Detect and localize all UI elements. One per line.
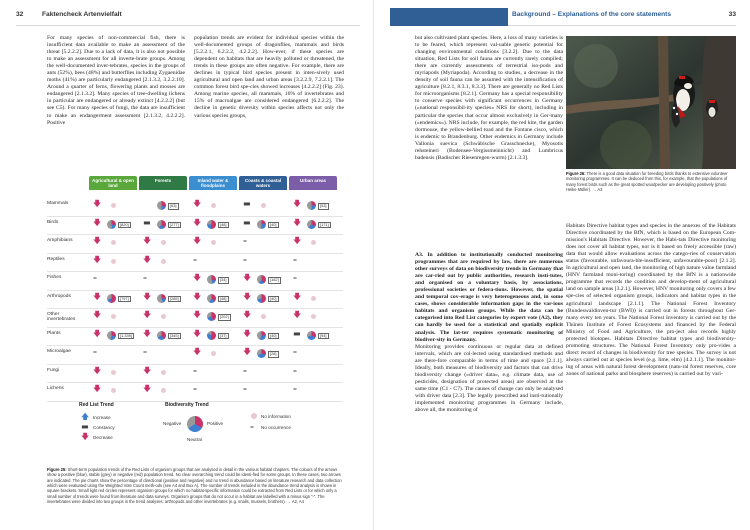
trend-count-label: [40] <box>270 332 277 338</box>
trend-count-label: [202] <box>220 314 229 319</box>
no-information-dot-icon <box>211 240 216 245</box>
left-col2-text: population trends are evident for individual species within the well-documented groups of dragonflies, mammals and birds [5.2.2.1, 6.2.2.2, 4.2.2.2]. How-ever, if these species are dependent on habitats that are heavily polluted or threatened, the trends in these groups are often negative. For example, there are declines in typical bird species present in inten-sively used agricultural and open land and urban areas [3.2.2.9, 7.2.2.1]. The common forest bird spe-cies showed increases [4.2.2.2] (Fig. 23). Among marine species, all mammals, 16% of invertebrates and 15% of macroalgae are considered endangered [6.2.2.2]. The decline in genetic diversity within species affects not only the various species groups, <box>194 35 344 119</box>
legend-no-information: No information <box>261 414 291 419</box>
trend-count-label: [1.339] <box>120 332 132 338</box>
legend-constancy: Constancy <box>93 425 115 430</box>
trend-count-label: [34] <box>220 277 227 282</box>
trend-pie-icon <box>307 220 316 229</box>
right-text-column-1 <box>415 35 563 249</box>
decrease-arrow-icon: 🡇 <box>193 236 202 245</box>
decrease-arrow-icon: 🡇 <box>93 365 102 375</box>
no-occurrence-dash-icon: – <box>243 254 247 264</box>
trend-count-label: [277] <box>170 221 179 227</box>
legend-positive: Positive <box>207 421 224 426</box>
decrease-arrow-icon: 🡇 <box>193 328 202 338</box>
right-running-title: Background – Explanations of the core statements <box>512 11 672 18</box>
no-information-dot-icon <box>161 240 166 245</box>
no-occurrence-dash-icon: – <box>93 273 97 282</box>
no-information-dot-icon <box>311 314 316 319</box>
no-information-dot-icon <box>111 259 116 264</box>
right-text-column-2 <box>566 223 736 523</box>
left-page <box>0 0 374 530</box>
no-occurrence-dash-icon: – <box>193 365 197 375</box>
decrease-arrow-icon: 🡇 <box>243 273 252 282</box>
chart-row-label: Mammals <box>47 201 69 206</box>
chart-row-label: Amphibians <box>47 238 73 243</box>
row-divider <box>47 290 343 291</box>
decrease-arrow-icon: 🡇 <box>293 199 302 208</box>
trend-pie-icon <box>257 349 266 358</box>
biodiversity-pie-icon <box>187 416 203 432</box>
decrease-arrow-icon: 🡇 <box>293 217 302 227</box>
figure-25-label: Figure 25: <box>47 467 67 472</box>
column-header: Inland water & floodplains <box>189 176 237 190</box>
chart-row-label: Fishes <box>47 275 62 280</box>
no-occurrence-dash-icon: – <box>293 347 297 356</box>
chart-row-label: Reptiles <box>47 256 65 262</box>
row-divider <box>47 234 343 235</box>
left-col1-text: For many species of non-commercial fish, there is insufficient data available to make an assessment of the threat [5.2.2.2]. Due to a lack of data, it is also not possible to make an assessment for all inverte-brate groups. Among the well-documented inver-tebrates, species in the groups of ants (52%), bees (48%) and butterflies including Zygaenidae moths (41%) are particularly endangered [2.1.3.2, 3.2.2.10]. Around a quarter of ferns, flowering plants and mosses are endangered [2.1.3.2]. Many species of tree-dwelling lichens in particular are endangered or already extinct [4.2.2.2] (but see C5). For many species of fungi, the data are insufficient to make an endangerment assessment [2.1.3.2, 4.2.2.2]. Positive <box>47 35 185 126</box>
no-information-dot-icon <box>161 388 166 393</box>
decrease-arrow-icon: 🡇 <box>193 347 202 356</box>
decrease-arrow-icon: 🡇 <box>243 310 252 319</box>
trend-count-label: [345] <box>170 332 179 338</box>
no-occurrence-dash-icon: – <box>93 347 97 356</box>
chart-row-label: Arthropods <box>47 293 71 299</box>
constancy-dash-icon: ▬ <box>81 422 89 431</box>
no-information-dot-icon <box>161 259 166 264</box>
decrease-arrow-icon: 🡇 <box>93 199 102 208</box>
trend-count-label: [48] <box>220 295 227 301</box>
trend-count-label: [162] <box>270 277 279 282</box>
trend-pie-icon <box>257 220 266 229</box>
no-occurrence-dash-icon: – <box>143 273 147 282</box>
trend-pie-icon <box>257 275 266 284</box>
trend-pie-icon <box>157 220 166 229</box>
decrease-arrow-icon: 🡇 <box>293 291 302 301</box>
no-information-dot-icon <box>111 370 116 375</box>
trend-pie-icon <box>207 294 216 303</box>
decrease-arrow-icon: 🡇 <box>93 254 102 264</box>
decrease-arrow-icon: 🡇 <box>193 217 202 227</box>
legend-no-occurrence: No occurrence <box>261 425 291 430</box>
trend-pie-icon <box>107 220 116 229</box>
decrease-arrow-icon: 🡇 <box>143 328 152 338</box>
chart-row-label: Birds <box>47 219 59 225</box>
legend-decrease: Decrease <box>93 435 113 440</box>
trend-pie-icon <box>257 294 266 303</box>
trend-pie-icon <box>207 331 216 340</box>
chart-legend <box>47 402 343 466</box>
figure-25-text: Short-term population trends of the Red Lists of organism groups that are analysed in detail in the various habitat chapters. The colours of the arrows show a positive (blue), stable (grey) or negative (red) population trend. No clear overarching trend could be identi-fied for some groups. In these cases, two arrows are indicated. The pie charts show the percentage of directional (positive and negative) and no trend in abundance based on literature research and data collection which were evaluated using the Weighted Vote Count meth-ods (see A4 and Box A). The number of trends included in the abundance trend analysis is shown in square brackets. Small light red circles represent organism groups for which no habitat-specific information could be extracted from Red Lists or for which only a small number of trends were found from literature and data surveys. Organism groups that do not occur in a habitat are labelled with a minus sign “-”. The invertebrates were divided into two groups in the trend analyses: arthropods and other invertebrates (e.g. snails, mussels, brothers). → A2, A4 <box>47 467 342 505</box>
trend-count-label: [285] <box>170 295 179 301</box>
figure-26-text: There is a good data situation for breeding birds thanks to extensive volunteer monitoring programmes. It can be deduced from this, for example, that the populations of many forest birds such as the great spotted woodpecker are developing positively (photo Heike Müller). → A3 <box>566 171 728 193</box>
left-running-title: Faktencheck Artenvielfalt <box>42 11 122 18</box>
no-occurrence-dash-icon: – <box>193 254 197 264</box>
no-occurrence-dash-icon: – <box>143 347 147 356</box>
no-occurrence-dash-icon: – <box>243 236 247 245</box>
figure-26-caption <box>566 171 736 192</box>
constancy-dash-icon: ▬ <box>293 328 301 338</box>
trend-count-label: [48] <box>220 221 227 227</box>
figure-26-label: Figure 26: <box>566 171 586 176</box>
row-divider <box>47 216 343 217</box>
no-occurrence-dash-icon: – <box>243 365 247 375</box>
legend-increase: Increase <box>93 415 111 420</box>
woodpecker-photo <box>566 36 736 169</box>
trend-pie-icon <box>107 331 116 340</box>
no-information-dot-icon <box>261 314 266 319</box>
trend-pie-icon <box>157 331 166 340</box>
decrease-arrow-icon: 🡇 <box>243 328 252 338</box>
legend-neutral: Neutral <box>187 437 202 442</box>
decrease-arrow-icon: 🡇 <box>193 273 202 282</box>
column-header: Agricultural & open land <box>89 176 137 190</box>
no-information-dot-icon <box>251 413 257 419</box>
chart-row-label: Plants <box>47 330 61 336</box>
chart-row-label: Lichens <box>47 386 64 391</box>
right-col1-text: but also cultivated plant species. Here, a loss of many varieties is to be feared, which represent val-uable genetic potential for changing environmental conditions [3.2.2]. Due to the data situation, Red Lists for soil fauna are currently rarely compiled; there are currently assessments of terrestrial iso-pods and myriapods (Myriapoda). According to studies, a decrease in the density of soil fauna can be assumed with the intensification of agriculture [8.2.1, 8.3.1, 8.3.3]. There are generally no Red Lists for microorganisms [8.2.1]. Germany has a special responsibility to conserve species with significant occurrences in Germany (»national responsibil-ity species« NRS for short), including in particular the species that occur almost exclusively in Ger-many (»endemics«). NRS include, for example, the red kite, the garden dormouse, the yellow-bellied toad and the Fontane cisco, which is endemic to Brandenburg. Other endemics in Germany include Vallonia suevica (Schwäbische Grasschnecke), Myosotis rehsteineri (Bodensee-Vergissmeinnicht) and Lumbricus badensis (Badischer Riesenregen-wurm) [2.1.3.3]. <box>415 35 563 161</box>
no-occurrence-dash-icon: – <box>293 273 297 282</box>
constancy-dash-icon: ▬ <box>143 217 151 227</box>
trend-pie-icon <box>207 312 216 321</box>
decrease-arrow-icon: 🡇 <box>93 310 102 319</box>
decrease-arrow-icon: 🡇 <box>93 236 102 245</box>
right-page <box>376 0 750 530</box>
header-color-bar <box>390 8 508 26</box>
left-page-header <box>16 8 360 26</box>
no-information-dot-icon <box>111 388 116 393</box>
column-header: Forests <box>139 176 187 190</box>
a3-section <box>415 252 563 530</box>
no-occurrence-dash-icon: – <box>193 384 197 393</box>
decrease-arrow-icon: 🡇 <box>193 291 202 301</box>
constancy-dash-icon: ▬ <box>243 217 251 227</box>
decrease-arrow-icon: 🡇 <box>81 432 90 441</box>
decrease-arrow-icon: 🡇 <box>93 384 102 393</box>
right-col2-text: Habitats Directive habitat types and species in the annexes of the Habitats Directive coordinated by the BfN, which is based on the European Com-mission's Habitats Directive. However, the Habi-tats Directive monitoring does not cover all habitat types, nor is it based on freely accessible (raw) data that would allow evaluations across the catego-ries of conservation status (favourable, unfavoura-ble-insufficient, unfavourable-poor) [2.1.2]. In agricultural and open land, the monitoring of high nature value farmland (HNV farmland moni-toring) coordinated by the BfN is a nationwide programme that records the condition and develop-ment of agricultural land on sample areas [3.2.1]. However, HNV monitoring only covers a few spe-cies of selected organism groups, indicators and habitat types in the agricultural landscape [2.1.1]. The National Forest Inventory (Bundeswaldinven-tur (BWI)) is carried out in forests throughout Ger-many every ten years. The National Forest Inventory is carried out by the Thünen Institute of Forest Ecosystems and financed by the Federal Ministry of Food and Agriculture, the pro-ject also records highly protected biotopes. Habitats Directive habitat types and biodiversity-promoting structures. The National Forest Inventory only pro-vides a direct record of changes in biodiversity for tree species. The survey is not always carried out at species level (e.g. lime, elm) [4.2.1.1]. The monitor-ing of areas with natural forest development (natu-ral forest reserves, core zones of national parks and biosphere reserves) is carried out by vari- <box>566 223 736 377</box>
right-page-header <box>390 8 736 26</box>
trend-count-label: [63] <box>170 203 177 208</box>
trend-count-label: [40] <box>270 295 277 301</box>
right-page-number: 33 <box>728 11 736 18</box>
left-text-column-2 <box>194 35 344 173</box>
trend-pie-icon <box>307 201 316 210</box>
no-information-dot-icon <box>211 351 216 356</box>
decrease-arrow-icon: 🡇 <box>143 365 152 375</box>
decrease-arrow-icon: 🡇 <box>143 236 152 245</box>
no-information-dot-icon <box>261 203 266 208</box>
decrease-arrow-icon: 🡇 <box>143 291 152 301</box>
trend-count-label: [820] <box>120 221 129 227</box>
column-header: Urban areas <box>289 176 337 190</box>
decrease-arrow-icon: 🡇 <box>293 236 302 245</box>
chart-row-label: Fungi <box>47 367 60 373</box>
row-divider <box>47 253 343 254</box>
woodpecker-photo-drawing <box>566 36 736 169</box>
trend-pie-icon <box>207 275 216 284</box>
no-information-dot-icon <box>161 314 166 319</box>
decrease-arrow-icon: 🡇 <box>293 310 302 319</box>
column-header: Coasts & coastal waters <box>239 176 287 190</box>
decrease-arrow-icon: 🡇 <box>93 291 102 301</box>
no-occurrence-dash-icon: – <box>293 384 297 393</box>
decrease-arrow-icon: 🡇 <box>93 328 102 338</box>
row-divider <box>47 308 343 309</box>
decrease-arrow-icon: 🡇 <box>243 291 252 301</box>
trend-pie-icon <box>307 331 316 340</box>
no-information-dot-icon <box>161 370 166 375</box>
decrease-arrow-icon: 🡇 <box>193 199 202 208</box>
row-divider <box>47 271 343 272</box>
no-information-dot-icon <box>311 296 316 301</box>
chart-row-label: Other invertebrates <box>47 312 76 323</box>
row-divider <box>47 382 343 383</box>
decrease-arrow-icon: 🡇 <box>93 217 102 227</box>
decrease-arrow-icon: 🡇 <box>193 310 202 319</box>
no-information-dot-icon <box>111 240 116 245</box>
trend-pie-icon <box>157 201 166 210</box>
decrease-arrow-icon: 🡇 <box>143 384 152 393</box>
left-text-column-1 <box>47 35 185 173</box>
row-divider <box>47 364 343 365</box>
trend-count-label: [40] <box>270 221 277 227</box>
decrease-arrow-icon: 🡇 <box>243 347 252 356</box>
no-occurrence-dash-icon: – <box>293 365 297 375</box>
row-divider <box>47 327 343 328</box>
no-occurrence-dash-icon: – <box>293 254 297 264</box>
trend-pie-icon <box>107 294 116 303</box>
no-information-dot-icon <box>211 203 216 208</box>
figure-25-caption <box>47 467 343 504</box>
legend-biodiversity-title: Biodiversity Trend <box>165 402 209 408</box>
increase-arrow-icon: 🡅 <box>81 412 90 421</box>
legend-red-list-title: Red List Trend <box>79 402 114 408</box>
no-information-dot-icon <box>111 314 116 319</box>
a3-heading: A3. In addition to institutionally conducted monitoring programmes that are required by law, there are numerous other surveys of data on biodiversity trends in Germany that are car-ried out by public authorities, research insti-tutes, and organised on a voluntary basis, by associations, professional societies or federa-tions. However, the spatial and temporal cov-erage is very heterogeneous and, in some cases, shows considerable information gaps in the var-ious habitats and organism groups. While the data can be categorised into Red List categories by expert vote (A2), they can hardly be used for a statistical and spatially explicit analysis. The lat-ter requires systematic monitoring of biodiver-sity in Germany. <box>415 252 563 343</box>
trend-pie-icon <box>157 294 166 303</box>
trend-count-label: [171] <box>320 221 329 227</box>
left-page-number: 32 <box>16 11 24 18</box>
trend-count-label: [94] <box>320 332 327 338</box>
trend-count-label: [797] <box>120 295 129 301</box>
a3-body: Monitoring provides continuous or regular data at defined intervals, which are col-lected using standardised methods and are there-fore comparable in terms of time and space [2.1.1]. Ideally, both measures of biodiversity and factors that can drive biodiversity change (»driver data«, e.g. climate data, use of pesticides, designation of protected areas) are observed at the same time (C1 - C7). The causes of change can only be analysed with driver data [2.3]. The legally prescribed and insti-tutionally implemented monitoring programmes in Germany include, above all, the monitoring of <box>415 343 563 414</box>
row-divider <box>47 345 343 346</box>
chart-row-label: Microalgae <box>47 349 71 354</box>
trend-count-label: [53] <box>320 203 327 208</box>
no-occurrence-dash-icon: – <box>250 422 254 431</box>
trend-pie-icon <box>207 220 216 229</box>
trend-pie-icon <box>257 331 266 340</box>
decrease-arrow-icon: 🡇 <box>143 310 152 319</box>
legend-negative: Negative <box>163 421 182 426</box>
decrease-arrow-icon: 🡇 <box>143 254 152 264</box>
no-information-dot-icon <box>111 203 116 208</box>
no-information-dot-icon <box>311 240 316 245</box>
no-occurrence-dash-icon: – <box>243 384 247 393</box>
constancy-dash-icon: ▬ <box>243 199 251 208</box>
trend-count-label: [28] <box>270 351 277 356</box>
trend-count-label: [37] <box>220 332 227 338</box>
